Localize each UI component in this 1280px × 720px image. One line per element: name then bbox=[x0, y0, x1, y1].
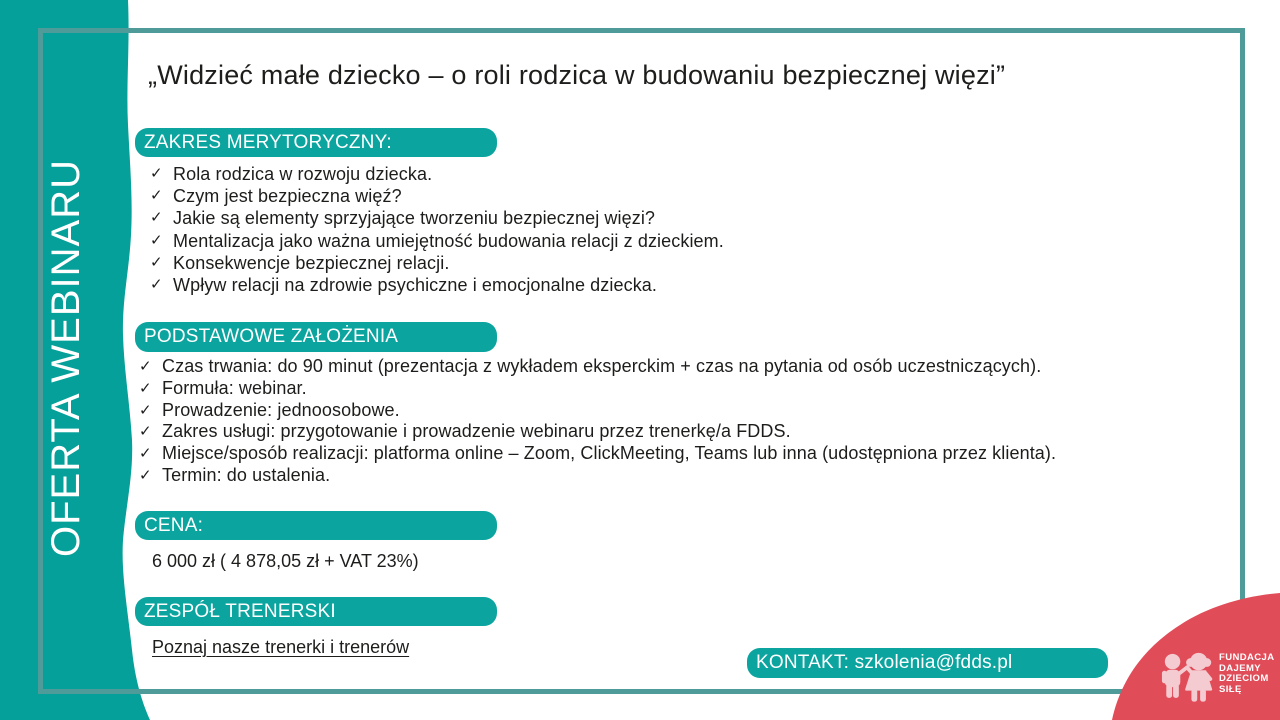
list-item-text: Jakie są elementy sprzyjające tworzeniu bezpiecznej więzi? bbox=[173, 208, 656, 229]
list-item bbox=[150, 163, 910, 185]
check-icon: ✓ bbox=[139, 401, 152, 419]
check-icon: ✓ bbox=[150, 165, 163, 182]
logo-line: FUNDACJA bbox=[1219, 652, 1275, 663]
list-item-text: Rola rodzica w rozwoju dziecka. bbox=[173, 164, 433, 184]
section-header-zakres bbox=[135, 128, 497, 157]
section-header-zalozenia-label: PODSTAWOWE ZAŁOŻENIA bbox=[144, 326, 399, 347]
list-item bbox=[139, 465, 1129, 487]
list-item-text: Termin: do ustalenia. bbox=[162, 464, 331, 485]
check-icon: ✓ bbox=[150, 253, 163, 271]
list-item bbox=[150, 252, 910, 274]
section-header-zalozenia bbox=[135, 322, 497, 352]
list-item bbox=[150, 230, 910, 252]
list-item-text: Czas trwania: do 90 minut (prezentacja z wykładem eksperckim + czas na pytania od osób uczestniczących). bbox=[162, 356, 1042, 376]
list-item bbox=[139, 378, 1129, 400]
page-title: „Widzieć małe dziecko – o roli rodzica w budowaniu bezpiecznej więzi” bbox=[148, 60, 1006, 90]
list-item-text: Formuła: webinar. bbox=[162, 377, 307, 398]
zalozenia-list bbox=[139, 356, 1129, 487]
list-item bbox=[139, 443, 1129, 465]
logo-wordmark bbox=[1219, 653, 1274, 695]
check-icon: ✓ bbox=[139, 379, 152, 397]
list-item-text: Miejsce/sposób realizacji: platforma online – Zoom, ClickMeeting, Teams lub inna (udostępniona przez klienta). bbox=[162, 443, 1057, 464]
list-item bbox=[150, 185, 910, 207]
list-item-text: Konsekwencje bezpiecznej relacji. bbox=[173, 252, 450, 273]
list-item-text: Prowadzenie: jednoosobowe. bbox=[162, 399, 400, 420]
section-header-zakres-label: ZAKRES MERYTORYCZNY: bbox=[144, 131, 392, 153]
list-item bbox=[139, 356, 1129, 378]
contact-label: KONTAKT: szkolenia@fdds.pl bbox=[756, 652, 1013, 673]
section-header-cena bbox=[135, 511, 497, 540]
check-icon: ✓ bbox=[150, 276, 163, 294]
check-icon: ✓ bbox=[139, 423, 152, 441]
list-item-text: Czym jest bezpieczna więź? bbox=[173, 186, 402, 207]
logo-line: DZIECIOM bbox=[1219, 673, 1269, 684]
contact-pill[interactable] bbox=[747, 648, 1108, 678]
logo-line: SIŁĘ bbox=[1219, 683, 1242, 695]
check-icon: ✓ bbox=[150, 231, 163, 249]
zakres-list bbox=[150, 163, 910, 296]
list-item bbox=[139, 421, 1129, 443]
list-item bbox=[139, 400, 1129, 422]
list-item bbox=[150, 274, 910, 296]
check-icon: ✓ bbox=[139, 358, 152, 375]
check-icon: ✓ bbox=[139, 466, 152, 484]
list-item-text: Wpływ relacji na zdrowie psychiczne i emocjonalne dziecka. bbox=[173, 275, 658, 296]
trainers-link[interactable]: Poznaj nasze trenerki i trenerów bbox=[152, 637, 410, 657]
check-icon: ✓ bbox=[150, 187, 163, 205]
check-icon: ✓ bbox=[139, 445, 152, 463]
price-text: 6 000 zł ( 4 878,05 zł + VAT 23%) bbox=[152, 551, 419, 571]
children-icon bbox=[1160, 650, 1218, 706]
list-item-text: Mentalizacja jako ważna umiejętność budowania relacji z dzieckiem. bbox=[173, 230, 724, 251]
list-item bbox=[150, 207, 910, 229]
vertical-banner: OFERTA WEBINARU bbox=[44, 159, 88, 558]
section-header-zespol-label: ZESPÓŁ TRENERSKI bbox=[144, 600, 336, 622]
section-header-zespol bbox=[135, 597, 497, 626]
section-header-cena-label: CENA: bbox=[144, 514, 204, 536]
list-item-text: Zakres usługi: przygotowanie i prowadzenie webinaru przez trenerkę/a FDDS. bbox=[162, 421, 791, 442]
logo-line: DAJEMY bbox=[1219, 662, 1261, 674]
check-icon: ✓ bbox=[150, 209, 163, 227]
